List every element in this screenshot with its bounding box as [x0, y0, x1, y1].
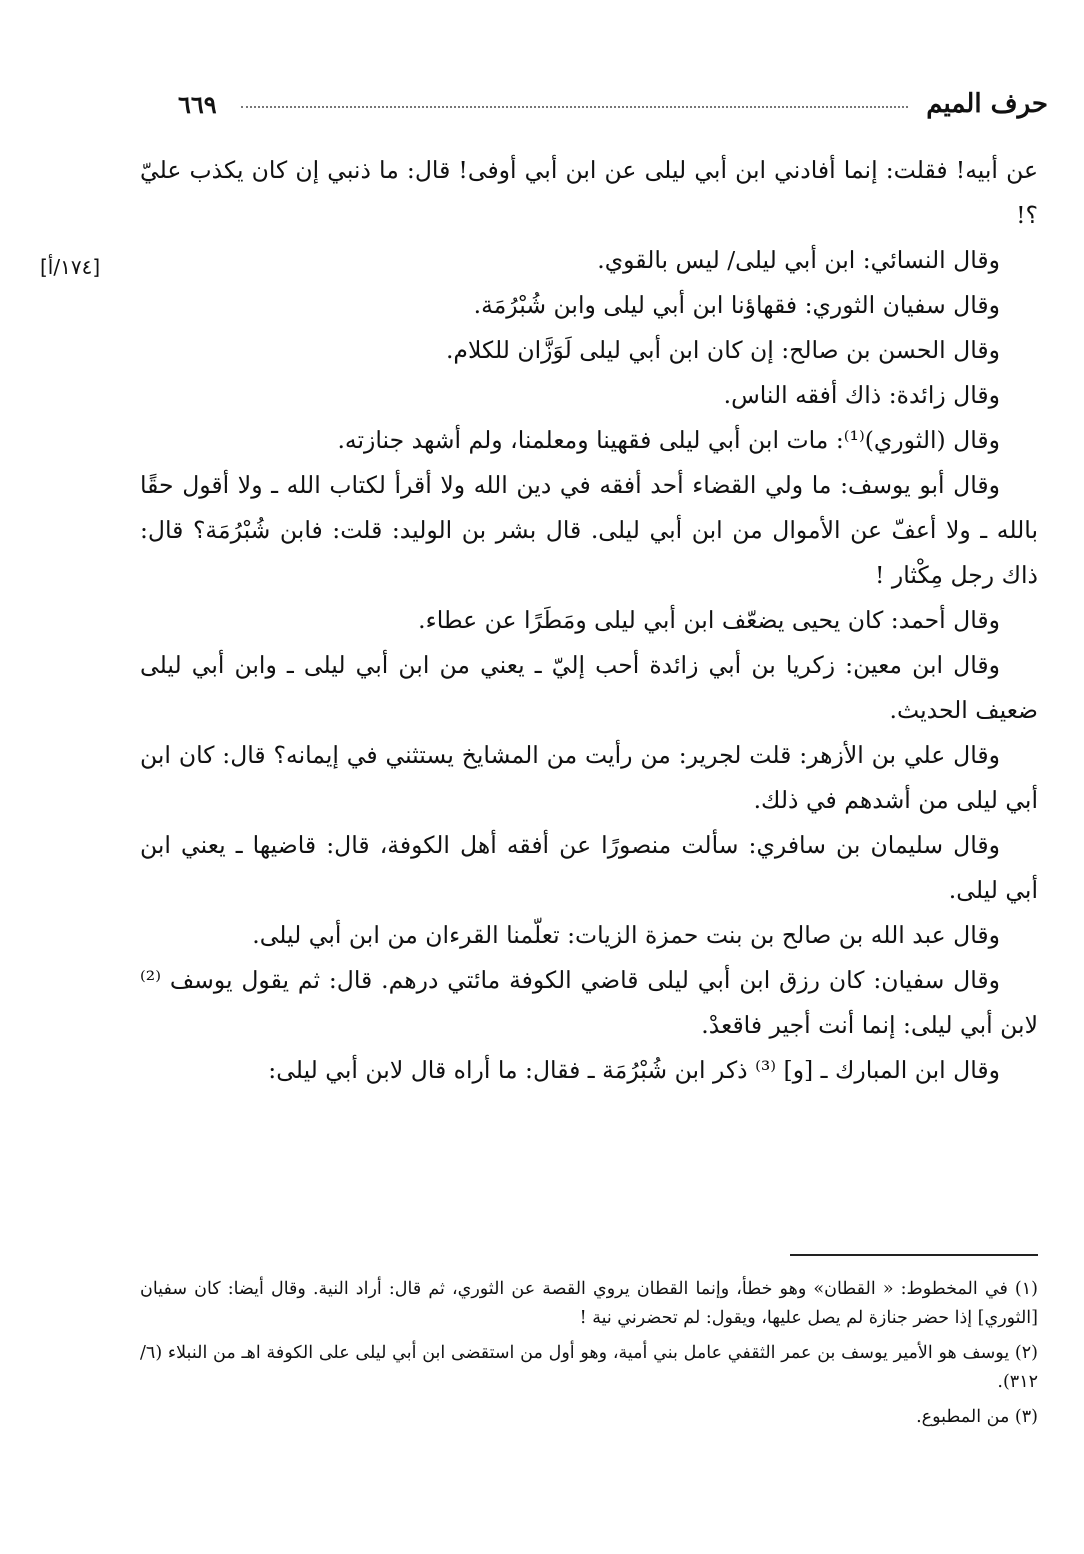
paragraph: وقال ابن المبارك ـ [و] ⁽³⁾ ذكر ابن شُبْرُمَة ـ فقال: ما أراه قال لابن أبي ليلى: — [268, 1056, 1000, 1084]
paragraph: وقال (الثوري)⁽¹⁾: مات ابن أبي ليلى فقهينا ومعلمنا، ولم أشهد جنازته. — [337, 426, 1000, 454]
paragraph: وقال عبد الله بن صالح بن بنت حمزة الزيات: تعلّمنا القرءان من ابن أبي ليلى. — [252, 921, 1000, 949]
paragraph: وقال سليمان بن سافري: سألت منصورًا عن أفقه أهل الكوفة، قال: قاضيها ـ يعني ابن أبي ليلى. — [140, 831, 1038, 904]
main-text — [140, 148, 1038, 1093]
paragraph: وقال أحمد: كان يحيى يضعّف ابن أبي ليلى ومَطَرًا عن عطاء. — [418, 606, 1000, 634]
paragraph: وقال علي بن الأزهر: قلت لجرير: من رأيت من المشايخ يستثني في إيمانه؟ قال: كان ابن أبي ليلى من أشدهم في ذلك. — [140, 741, 1038, 814]
paragraph: عن أبيه! فقلت: إنما أفادني ابن أبي ليلى عن ابن أبي أوفى! قال: ما ذنبي إن كان يكذب عليّ ؟! — [140, 156, 1038, 229]
paragraph: وقال ابن معين: زكريا بن أبي زائدة أحب إليّ ـ يعني من ابن أبي ليلى ـ وابن أبي ليلى ضعيف الحديث. — [140, 651, 1038, 724]
manuscript-folio-reference: [١٧٤/أ] — [40, 255, 101, 279]
chapter-title: حرف الميم — [926, 89, 1048, 119]
paragraph: وقال سفيان: كان رزق ابن أبي ليلى قاضي الكوفة مائتي درهم. قال: ثم يقول يوسف ⁽²⁾ لابن أبي ليلى: إنما أنت أجير فاقعدْ. — [140, 966, 1038, 1039]
paragraph: وقال الحسن بن صالح: إن كان ابن أبي ليلى لَوَزَّان للكلام. — [445, 336, 1000, 364]
footnotes — [140, 1275, 1038, 1438]
paragraph: وقال أبو يوسف: ما ولي القضاء أحد أفقه في دين الله ولا أقرأ لكتاب الله ـ ولا أقول حقًا بالله ـ ولا أعفّ عن الأموال من ابن أبي ليلى. قال بشر بن الوليد: قلت: فابن شُبْرُمَة؟ قال: ذاك رجل مِكْثار ! — [140, 471, 1038, 589]
paragraph: وقال النسائي: ابن أبي ليلى/ ليس بالقوي. — [597, 246, 1000, 274]
footnote-separator — [790, 1254, 1038, 1256]
footnote-3: (٣) من المطبوع. — [916, 1407, 1038, 1427]
footnote-1: (١) في المخطوط: « القطان» وهو خطأ، وإنما القطان يروي القصة عن الثوري، ثم قال: أراد النية. وقال أيضا: كان سفيان [الثوري] إذا حضر جنازة لم يصل عليها، ويقول: لم تحضرني نية ! — [140, 1279, 1038, 1328]
footnote-2: (٢) يوسف هو الأمير يوسف بن عمر الثقفي عامل بني أمية، وهو أول من استقضى ابن أبي ليلى على الكوفة اهـ من النبلاء (٦/ ٣١٢). — [140, 1343, 1038, 1392]
paragraph: وقال زائدة: ذاك أفقه الناس. — [723, 381, 1000, 409]
page-number: ٦٦٩ — [178, 89, 217, 119]
paragraph: وقال سفيان الثوري: فقهاؤنا ابن أبي ليلى وابن شُبْرُمَة. — [473, 291, 1000, 319]
running-header — [178, 84, 1048, 124]
header-dotted-rule — [241, 106, 909, 108]
